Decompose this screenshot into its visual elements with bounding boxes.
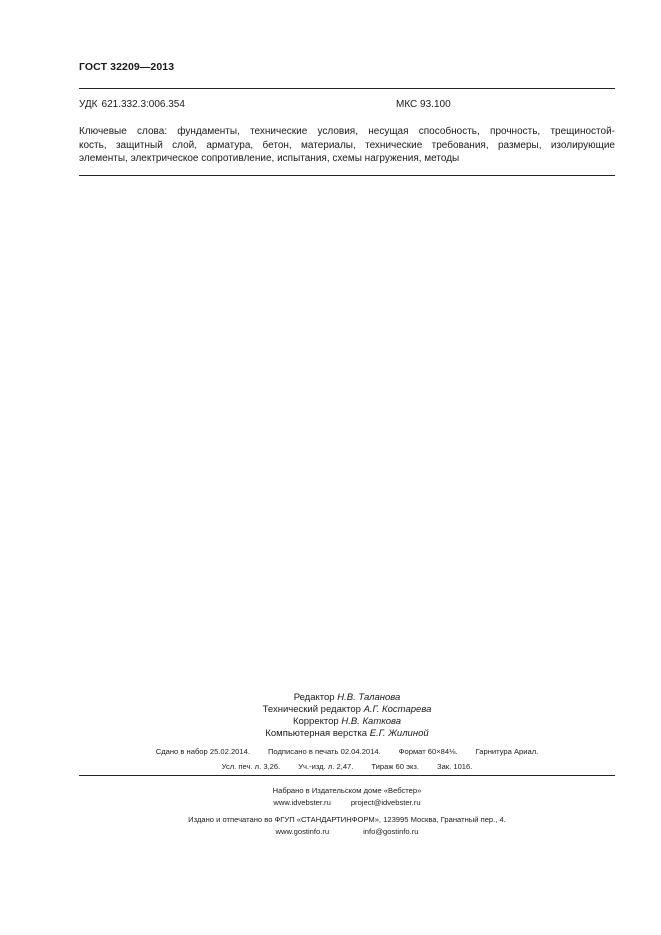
signed-date: Подписано в печать 02.04.2014. <box>267 747 381 756</box>
divider-imprint <box>79 775 615 776</box>
printed-info: Издано и отпечатано во ФГУП «СТАНДАРТИНФОРМ», 123995 Москва, Гранатный пер., 4. <box>188 815 506 824</box>
publisher-sheets: Уч.-изд. л. 2,47. <box>298 762 354 771</box>
mks-classification: МКС 93.100 <box>396 99 451 110</box>
typeset-site-link: www.idvebster.ru <box>273 798 331 807</box>
keywords-line: элементы, электрическое сопротивление, испытания, схемы нагружения, методы <box>79 153 460 164</box>
udc-value: 621.332.3:006.354 <box>101 99 185 110</box>
order-number: Зак. 1016. <box>437 762 473 771</box>
keywords-block <box>79 125 615 166</box>
keywords-line: кость, защитный слой, арматура, бетон, материалы, технические требования, размеры, изолирующие <box>79 139 615 151</box>
udc-label: УДК <box>79 99 98 110</box>
print-sheets: Усл. печ. л. 3,26. <box>221 762 281 771</box>
submitted-date: Сдано в набор 25.02.2014. <box>155 747 250 756</box>
credits-block <box>79 692 615 740</box>
typeset-info: Набрано в Издательском доме «Вебстер» <box>272 786 422 795</box>
print-info-row <box>79 747 615 756</box>
udc-classification <box>79 99 185 110</box>
paper-format: Формат 60×84⅛. <box>398 747 458 756</box>
typeset-email-link: project@idvebster.ru <box>350 798 421 807</box>
printed-email-link: info@gostinfo.ru <box>363 827 419 836</box>
credit-editor: Редактор Н.В. Таланова <box>293 692 401 703</box>
document-code: ГОСТ 32209—2013 <box>79 61 175 73</box>
credit-corrector: Корректор Н.В. Каткова <box>292 716 402 727</box>
divider-keywords <box>79 175 615 176</box>
credit-tech-editor: Технический редактор А.Г. Костарева <box>262 704 432 715</box>
circulation: Тираж 60 экз. <box>371 762 419 771</box>
printed-site-link: www.gostinfo.ru <box>275 827 330 836</box>
keywords-line: Ключевые слова: фундаменты, технические условия, несущая способность, прочность, трещиностой- <box>79 126 615 137</box>
typeset-contacts <box>79 798 615 807</box>
printed-contacts <box>79 827 615 836</box>
typeface: Гарнитура Ариал. <box>475 747 539 756</box>
credit-layout: Компьютерная верстка Е.Г. Жилиной <box>265 728 429 739</box>
print-info-row <box>79 762 615 771</box>
divider-top <box>79 88 615 89</box>
